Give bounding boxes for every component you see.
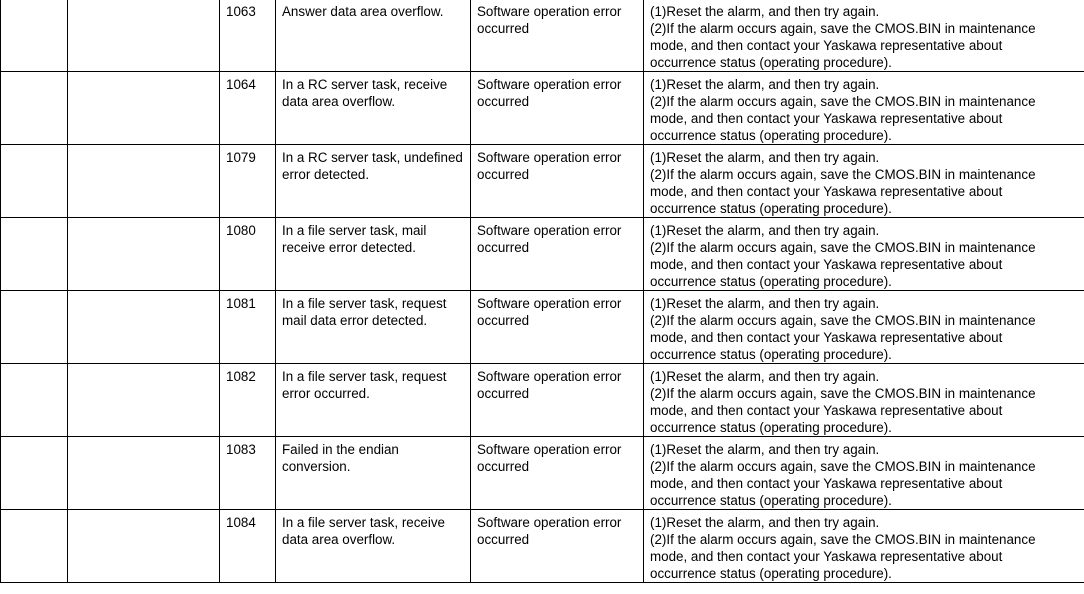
blank-cell	[68, 72, 220, 145]
blank-cell	[68, 291, 220, 364]
remedy-line: (1)Reset the alarm, and then try again.	[650, 296, 880, 311]
alarm-code: 1079	[226, 150, 256, 165]
alarm-cause: Software operation error occurred	[477, 369, 622, 401]
alarm-code: 1081	[226, 296, 256, 311]
alarm-table-body	[1, 0, 1084, 583]
remedy-line: (2)If the alarm occurs again, save the CMOS.BIN in maintenance	[650, 386, 1036, 401]
remedy-line: occurrence status (operating procedure).	[650, 347, 892, 362]
table-row	[1, 364, 1084, 437]
remedy-line: occurrence status (operating procedure).	[650, 420, 892, 435]
alarm-cause: Software operation error occurred	[477, 150, 622, 182]
remedy-line: mode, and then contact your Yaskawa representative about	[650, 184, 1003, 199]
remedy-line: (2)If the alarm occurs again, save the CMOS.BIN in maintenance	[650, 167, 1036, 182]
remedy-line: occurrence status (operating procedure).	[650, 128, 892, 143]
alarm-cause: Software operation error occurred	[477, 223, 622, 255]
remedy-line: mode, and then contact your Yaskawa representative about	[650, 111, 1003, 126]
alarm-cause-cell	[471, 510, 644, 583]
alarm-code: 1083	[226, 442, 256, 457]
blank-cell	[1, 364, 68, 437]
remedy-line: mode, and then contact your Yaskawa representative about	[650, 549, 1003, 564]
alarm-code: 1084	[226, 515, 256, 530]
alarm-cause-cell	[471, 72, 644, 145]
alarm-meaning: In a RC server task, undefined error detected.	[282, 150, 463, 182]
remedy-line: occurrence status (operating procedure).	[650, 55, 892, 70]
table-row	[1, 510, 1084, 583]
alarm-cause-cell	[471, 437, 644, 510]
alarm-code-cell	[220, 291, 276, 364]
table-row	[1, 437, 1084, 510]
alarm-code: 1064	[226, 77, 256, 92]
alarm-code: 1080	[226, 223, 256, 238]
alarm-meaning-cell	[276, 72, 471, 145]
alarm-meaning-cell	[276, 218, 471, 291]
table-row	[1, 72, 1084, 145]
alarm-cause-cell	[471, 145, 644, 218]
alarm-code-cell	[220, 218, 276, 291]
blank-cell	[1, 510, 68, 583]
alarm-cause-cell	[471, 218, 644, 291]
alarm-code-cell	[220, 72, 276, 145]
alarm-cause: Software operation error occurred	[477, 77, 622, 109]
remedy-line: (2)If the alarm occurs again, save the CMOS.BIN in maintenance	[650, 532, 1036, 547]
alarm-code-cell	[220, 510, 276, 583]
alarm-cause: Software operation error occurred	[477, 442, 622, 474]
remedy-line: (2)If the alarm occurs again, save the CMOS.BIN in maintenance	[650, 240, 1036, 255]
blank-cell	[68, 145, 220, 218]
alarm-code: 1082	[226, 369, 256, 384]
alarm-cause-cell	[471, 364, 644, 437]
remedy-line: (2)If the alarm occurs again, save the CMOS.BIN in maintenance	[650, 94, 1036, 109]
remedy-line: mode, and then contact your Yaskawa representative about	[650, 476, 1003, 491]
remedy-line: (1)Reset the alarm, and then try again.	[650, 515, 880, 530]
alarm-meaning-cell	[276, 291, 471, 364]
alarm-meaning: In a RC server task, receive data area overflow.	[282, 77, 448, 109]
alarm-code: 1063	[226, 4, 256, 19]
table-row	[1, 145, 1084, 218]
alarm-remedy-cell	[644, 437, 1084, 510]
remedy-line: (1)Reset the alarm, and then try again.	[650, 223, 880, 238]
blank-cell	[1, 145, 68, 218]
alarm-meaning: In a file server task, receive data area overflow.	[282, 515, 445, 547]
remedy-line: mode, and then contact your Yaskawa representative about	[650, 330, 1003, 345]
remedy-line: (1)Reset the alarm, and then try again.	[650, 77, 880, 92]
blank-cell	[68, 0, 220, 72]
blank-cell	[1, 0, 68, 72]
alarm-cause-cell	[471, 291, 644, 364]
alarm-meaning-cell	[276, 364, 471, 437]
alarm-remedy-cell	[644, 510, 1084, 583]
alarm-meaning-cell	[276, 510, 471, 583]
table-row	[1, 0, 1084, 72]
blank-cell	[68, 218, 220, 291]
alarm-code-cell	[220, 437, 276, 510]
blank-cell	[1, 437, 68, 510]
alarm-meaning: In a file server task, mail receive error detected.	[282, 223, 427, 255]
blank-cell	[1, 291, 68, 364]
alarm-remedy-cell	[644, 291, 1084, 364]
remedy-line: occurrence status (operating procedure).	[650, 274, 892, 289]
remedy-line: (1)Reset the alarm, and then try again.	[650, 4, 880, 19]
alarm-remedy-cell	[644, 0, 1084, 72]
table-row	[1, 218, 1084, 291]
remedy-line: (2)If the alarm occurs again, save the CMOS.BIN in maintenance	[650, 313, 1036, 328]
alarm-code-cell	[220, 364, 276, 437]
remedy-line: (2)If the alarm occurs again, save the CMOS.BIN in maintenance	[650, 459, 1036, 474]
alarm-cause-cell	[471, 0, 644, 72]
alarm-meaning-cell	[276, 0, 471, 72]
alarm-remedy-cell	[644, 218, 1084, 291]
blank-cell	[1, 72, 68, 145]
alarm-cause: Software operation error occurred	[477, 296, 622, 328]
alarm-meaning-cell	[276, 145, 471, 218]
table-row	[1, 291, 1084, 364]
alarm-code-cell	[220, 145, 276, 218]
alarm-cause: Software operation error occurred	[477, 4, 622, 36]
alarm-remedy-cell	[644, 145, 1084, 218]
remedy-line: occurrence status (operating procedure).	[650, 566, 892, 581]
blank-cell	[68, 510, 220, 583]
alarm-cause: Software operation error occurred	[477, 515, 622, 547]
remedy-line: occurrence status (operating procedure).	[650, 201, 892, 216]
alarm-meaning-cell	[276, 437, 471, 510]
blank-cell	[1, 218, 68, 291]
alarm-code-cell	[220, 0, 276, 72]
remedy-line: (2)If the alarm occurs again, save the CMOS.BIN in maintenance	[650, 21, 1036, 36]
alarm-meaning: In a file server task, request mail data error detected.	[282, 296, 447, 328]
remedy-line: mode, and then contact your Yaskawa representative about	[650, 38, 1003, 53]
alarm-meaning: Answer data area overflow.	[282, 4, 444, 19]
blank-cell	[68, 437, 220, 510]
blank-cell	[68, 364, 220, 437]
remedy-line: mode, and then contact your Yaskawa representative about	[650, 403, 1003, 418]
alarm-meaning: In a file server task, request error occurred.	[282, 369, 447, 401]
remedy-line: (1)Reset the alarm, and then try again.	[650, 150, 880, 165]
alarm-meaning: Failed in the endian conversion.	[282, 442, 399, 474]
alarm-remedy-cell	[644, 72, 1084, 145]
remedy-line: (1)Reset the alarm, and then try again.	[650, 369, 880, 384]
remedy-line: mode, and then contact your Yaskawa representative about	[650, 257, 1003, 272]
remedy-line: occurrence status (operating procedure).	[650, 493, 892, 508]
alarm-remedy-cell	[644, 364, 1084, 437]
remedy-line: (1)Reset the alarm, and then try again.	[650, 442, 880, 457]
